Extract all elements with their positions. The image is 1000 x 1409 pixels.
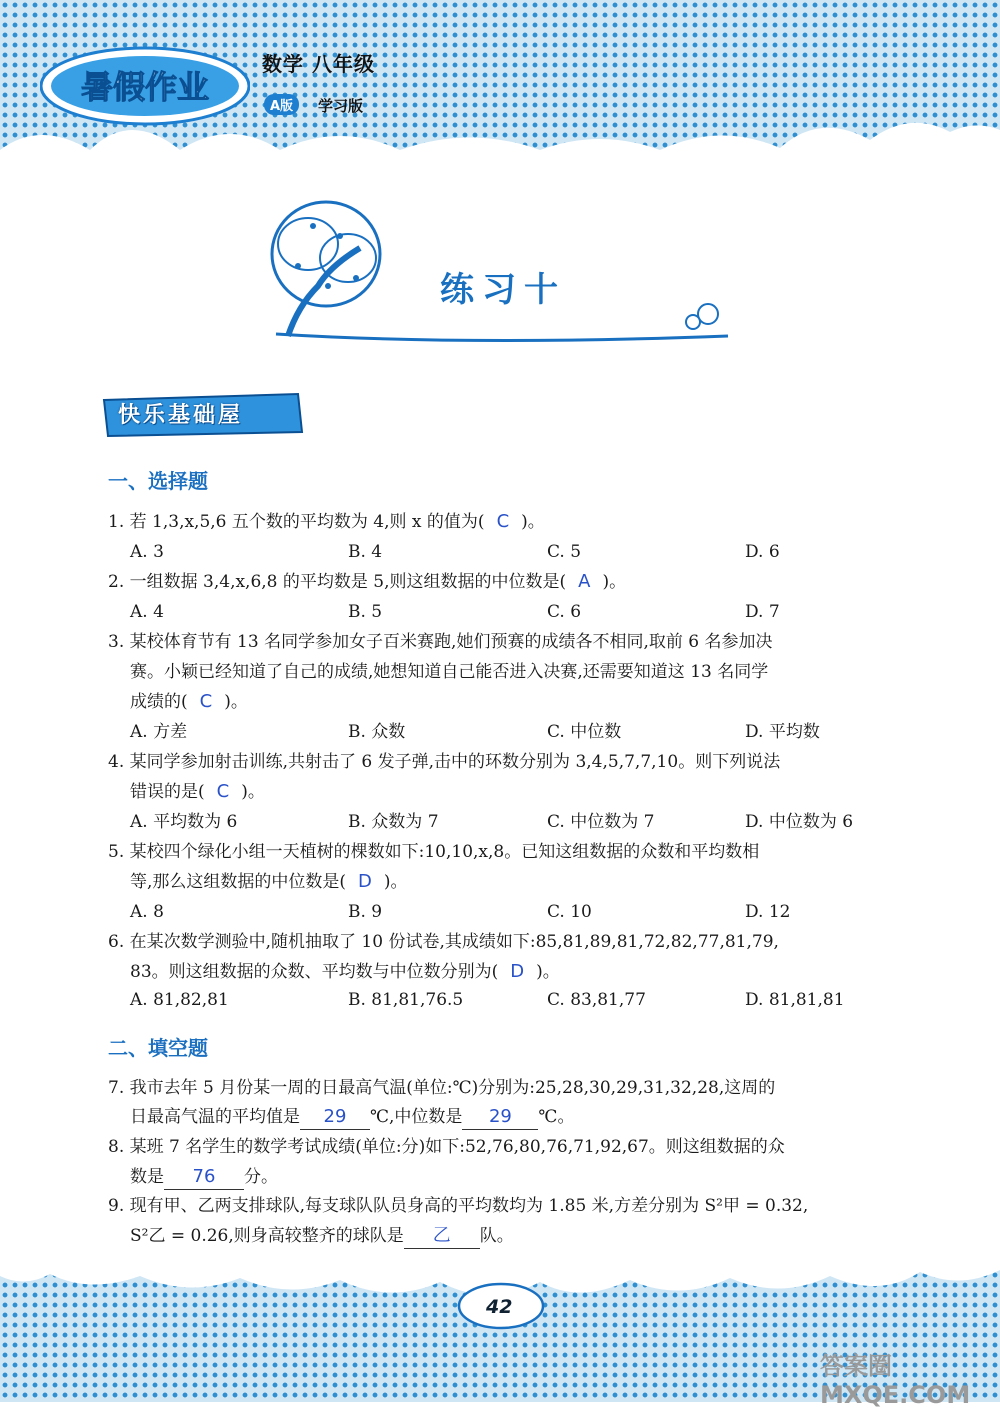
q6-option-d: D. 81,81,81 [745, 990, 845, 1010]
brand-text: 暑假作业 [80, 68, 210, 106]
question-3-line-3: 成绩的( C )。 [130, 691, 248, 712]
q4-option-c: C. 中位数为 7 [547, 812, 655, 832]
question-5-line-1: 5. 某校四个绿化小组一天植树的棵数如下:10,10,x,8。已知这组数据的众数和平均数相 [108, 842, 760, 862]
question-4-line-1: 4. 某同学参加射击训练,共射击了 6 发子弹,击中的环数分别为 3,4,5,7,7,10。则下列说法 [108, 752, 781, 772]
answer-8-blank: 76 [164, 1165, 244, 1190]
q4-option-a: A. 平均数为 6 [130, 812, 238, 832]
answer-1: C [496, 511, 510, 532]
section-heading-fill: 二、填空题 [108, 1036, 208, 1060]
q6-option-c: C. 83,81,77 [547, 990, 646, 1010]
q5-option-d: D. 12 [745, 902, 791, 922]
question-9-line-2: S²乙 = 0.26,则身高较整齐的球队是 乙 队。 [130, 1224, 514, 1249]
answer-2: A [578, 571, 591, 592]
answer-5: D [358, 871, 372, 892]
q2-option-d: D. 7 [745, 602, 780, 622]
q5-option-c: C. 10 [547, 902, 592, 922]
q6-option-b: B. 81,81,76.5 [348, 990, 464, 1010]
question-6-line-1: 6. 在某次数学测验中,随机抽取了 10 份试卷,其成绩如下:85,81,89,81,72,82,77,81,79, [108, 932, 779, 952]
q3-option-b: B. 众数 [348, 722, 406, 742]
q5-option-b: B. 9 [348, 902, 383, 922]
q2-option-a: A. 4 [130, 602, 164, 622]
q1-option-b: B. 4 [348, 542, 383, 562]
question-6-line-2: 83。则这组数据的众数、平均数与中位数分别为( D )。 [130, 961, 560, 982]
q1-option-c: C. 5 [547, 542, 582, 562]
question-8-line-1: 8. 某班 7 名学生的数学考试成绩(单位:分)如下:52,76,80,76,71,92,67。则这组数据的众 [108, 1137, 785, 1157]
question-1: 1. 若 1,3,x,5,6 五个数的平均数为 4,则 x 的值为( C )。 [108, 511, 545, 532]
question-5-line-2: 等,那么这组数据的中位数是( D )。 [130, 871, 408, 892]
lesson-title: 练习十 [440, 270, 566, 310]
edition-text: 学习版 [318, 97, 364, 115]
question-2: 2. 一组数据 3,4,x,6,8 的平均数是 5,则这组数据的中位数是( A )。 [108, 571, 627, 592]
question-9-line-1: 9. 现有甲、乙两支排球队,每支球队队员身高的平均数均为 1.85 米,方差分别为 S²甲 = 0.32, [108, 1196, 809, 1216]
question-3-line-1: 3. 某校体育节有 13 名同学参加女子百米赛跑,她们预赛的成绩各不相同,取前 6 名参加决 [108, 632, 773, 652]
q5-option-a: A. 8 [130, 902, 164, 922]
q3-option-d: D. 平均数 [745, 722, 820, 742]
q4-option-b: B. 众数为 7 [348, 812, 439, 832]
section-heading-choice: 一、选择题 [108, 469, 208, 493]
question-7-line-1: 7. 我市去年 5 月份某一周的日最高气温(单位:℃)分别为:25,28,30,29,31,32,28,这周的 [108, 1078, 776, 1098]
edition-badge: A版 [264, 94, 299, 115]
answer-7-blank-1: 29 [300, 1105, 370, 1130]
answer-6: D [510, 961, 525, 982]
question-4-line-2: 错误的是( C )。 [130, 781, 265, 802]
flower-icon [698, 304, 718, 324]
answer-3: C [199, 691, 213, 712]
q6-option-a: A. 81,82,81 [130, 990, 229, 1010]
q1-option-d: D. 6 [745, 542, 780, 562]
q4-option-d: D. 中位数为 6 [745, 812, 854, 832]
question-3-line-2: 赛。小颖已经知道了自己的成绩,她想知道自己能否进入决赛,还需要知道这 13 名同学 [130, 662, 769, 682]
question-8-line-2: 数是 76 分。 [130, 1165, 278, 1190]
q2-option-c: C. 6 [547, 602, 582, 622]
q3-option-a: A. 方差 [130, 722, 188, 742]
answer-4: C [216, 781, 230, 802]
watermark: 答案圈 MXQE.COM [820, 1352, 971, 1409]
answer-7-blank-2: 29 [462, 1105, 538, 1130]
section-badge-text: 快乐基础屋 [118, 403, 244, 428]
q1-option-a: A. 3 [130, 542, 164, 562]
answer-9-blank: 乙 [404, 1224, 480, 1249]
subject-grade: 数学 八年级 [262, 52, 375, 76]
q2-option-b: B. 5 [348, 602, 383, 622]
brand-logo [40, 46, 250, 126]
q3-option-c: C. 中位数 [547, 722, 622, 742]
question-7-line-2: 日最高气温的平均值是 29 ℃,中位数是 29 ℃。 [130, 1105, 574, 1130]
page-number: 42 [486, 1296, 513, 1318]
